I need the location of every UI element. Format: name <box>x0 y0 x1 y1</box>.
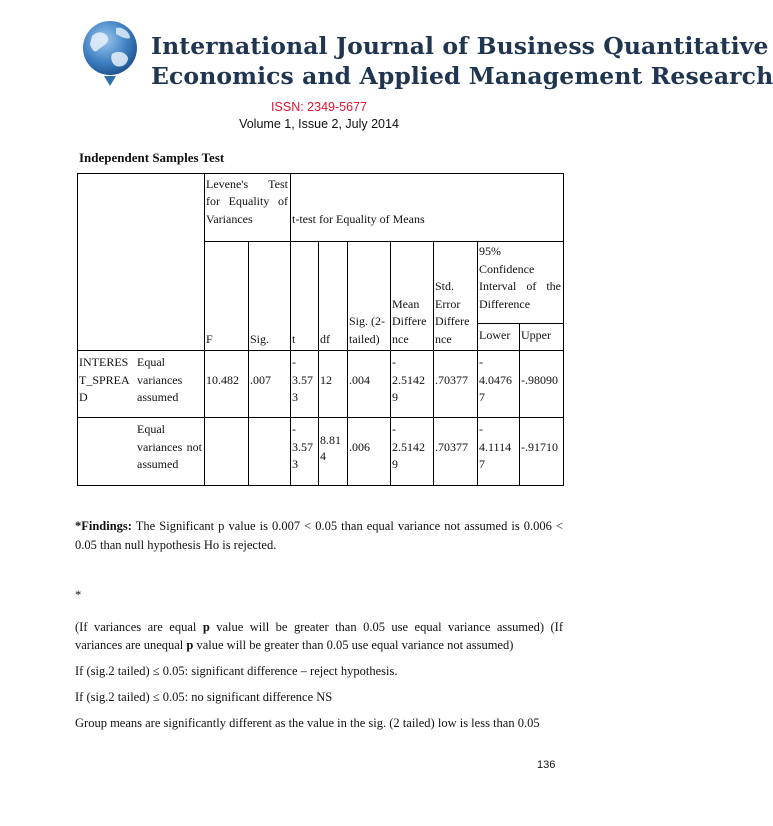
row2-lower-line3: 7 <box>479 457 485 471</box>
row1-label-line1: Equal <box>137 355 165 369</box>
header-t: t <box>292 332 296 346</box>
note-line1 <box>75 618 563 637</box>
volume-text: Volume 1, Issue 2, July 2014 <box>239 117 399 131</box>
header-levene-line2: for Equality of <box>206 194 288 208</box>
row1-mean-line3: 9 <box>392 390 398 404</box>
row1-lower-line1: - <box>479 355 483 369</box>
table-col-rule <box>433 241 434 486</box>
header-lower: Lower <box>479 328 511 342</box>
table-col-rule <box>347 241 348 486</box>
row1-variable-line2: T_SPREA <box>79 373 130 387</box>
table-rule <box>77 417 564 418</box>
conclusion-text: Group means are significantly different as the value in the sig. (2 tailed) low is less than 0.05 <box>75 716 540 730</box>
row2-label-line1: Equal <box>137 422 165 436</box>
rule-line2: If (sig.2 tailed) ≤ 0.05: no significant difference NS <box>75 690 333 704</box>
row1-sig: .007 <box>250 373 271 387</box>
header-upper: Upper <box>521 328 551 342</box>
header-sig: Sig. <box>250 332 270 346</box>
row1-sig2: .004 <box>349 373 370 387</box>
table-col-rule <box>519 323 520 486</box>
findings-line1 <box>75 517 563 536</box>
table-col-rule <box>248 241 249 486</box>
row1-mean-line2: 2.5142 <box>392 373 425 387</box>
table-col-rule <box>204 173 205 486</box>
note-line1-c: value will be greater than 0.05 use equal variance assumed) (If <box>209 620 563 634</box>
page-number: 136 <box>537 759 556 771</box>
findings-line2: 0.05 than null hypothesis Ho is rejected. <box>75 538 277 552</box>
table-rule <box>204 241 564 242</box>
row1-label-line2: variances <box>137 373 183 387</box>
row2-t-line1: - <box>292 422 296 436</box>
journal-title-line2: Economics and Applied Management Research <box>151 62 773 90</box>
findings-label: *Findings: <box>75 519 132 533</box>
row1-mean-line1: - <box>392 355 396 369</box>
header-sig2-line1: Sig. (2- <box>349 314 385 328</box>
table-border-left <box>77 173 78 486</box>
header-std-line2: Error <box>435 297 461 311</box>
rule-line1: If (sig.2 tailed) ≤ 0.05: significant difference – reject hypothesis. <box>75 664 398 678</box>
row2-mean-line3: 9 <box>392 457 398 471</box>
journal-title-line1: International Journal of Business Quantitative <box>151 32 769 60</box>
header-std-line3: Differe <box>435 314 470 328</box>
row1-t-line1: - <box>292 355 296 369</box>
row2-sig2: .006 <box>349 440 370 454</box>
row2-mean-line1: - <box>392 422 396 436</box>
row1-df: 12 <box>320 373 332 387</box>
header-f: F <box>206 332 213 346</box>
header-levene-line1: Levene's Test <box>206 177 288 191</box>
findings-body-line1: The Significant p value is 0.007 < 0.05 than equal variance not assumed is 0.006 < <box>135 519 563 533</box>
header-ttest: t-test for Equality of Means <box>292 212 425 226</box>
header-ci-line2: Confidence <box>479 262 535 276</box>
row2-t-line2: 3.57 <box>292 440 313 454</box>
table-rule <box>77 350 564 351</box>
table-rule <box>477 323 564 324</box>
header-mean-line1: Mean <box>392 297 420 311</box>
row1-variable-line1: INTERES <box>79 355 129 369</box>
table-col-rule <box>477 241 478 486</box>
header-levene-line3: Variances <box>206 212 253 226</box>
row2-mean-line2: 2.5142 <box>392 440 425 454</box>
header-mean-line2: Differe <box>392 314 427 328</box>
note-line2-c: value will be greater than 0.05 use equal variance not assumed) <box>193 638 514 652</box>
header-ci-line3: Interval of the <box>479 279 561 293</box>
header-std-line1: Std. <box>435 279 455 293</box>
note-line2 <box>75 636 563 655</box>
header-sig2-line2: tailed) <box>349 332 380 346</box>
table-border-right <box>563 173 564 486</box>
row1-lower-line3: 7 <box>479 390 485 404</box>
row2-t-line3: 3 <box>292 457 298 471</box>
row1-t-line2: 3.57 <box>292 373 313 387</box>
row1-variable-line3: D <box>79 390 88 404</box>
row2-df-line1: 8.81 <box>320 433 341 447</box>
row1-f: 10.482 <box>206 373 239 387</box>
globe-logo-icon <box>78 14 142 88</box>
row2-lower-line1: - <box>479 422 483 436</box>
row2-label-line3: assumed <box>137 457 179 471</box>
table-col-rule <box>318 241 319 486</box>
table-caption: Independent Samples Test <box>79 150 225 165</box>
table-border-bottom <box>77 485 564 486</box>
note-line1-p: p <box>202 620 210 634</box>
row1-lower-line2: 4.0476 <box>479 373 512 387</box>
header-ci-line1: 95% <box>479 244 501 258</box>
header-ci-line4: Difference <box>479 297 531 311</box>
row2-std: .70377 <box>435 440 468 454</box>
table-border-top <box>77 173 564 174</box>
row2-lower-line2: 4.1114 <box>479 440 512 454</box>
note-line2-a: variances are unequal <box>75 638 187 652</box>
table-col-rule <box>390 241 391 486</box>
table-col-rule <box>290 173 291 486</box>
issn-text: ISSN: 2349-5677 <box>271 100 367 114</box>
header-df: df <box>320 332 330 346</box>
note-line1-a: (If variances are equal <box>75 620 203 634</box>
row2-df-line2: 4 <box>320 449 326 463</box>
header-mean-line3: nce <box>392 332 409 346</box>
row1-upper: -.98090 <box>521 373 558 387</box>
row1-std: .70377 <box>435 373 468 387</box>
row2-label-line2: variances not <box>137 440 202 454</box>
note-line2-p: p <box>186 638 194 652</box>
row1-t-line3: 3 <box>292 390 298 404</box>
header-std-line4: nce <box>435 332 452 346</box>
row1-label-line3: assumed <box>137 390 179 404</box>
asterisk-text: * <box>75 588 82 602</box>
row2-upper: -.91710 <box>521 440 558 454</box>
